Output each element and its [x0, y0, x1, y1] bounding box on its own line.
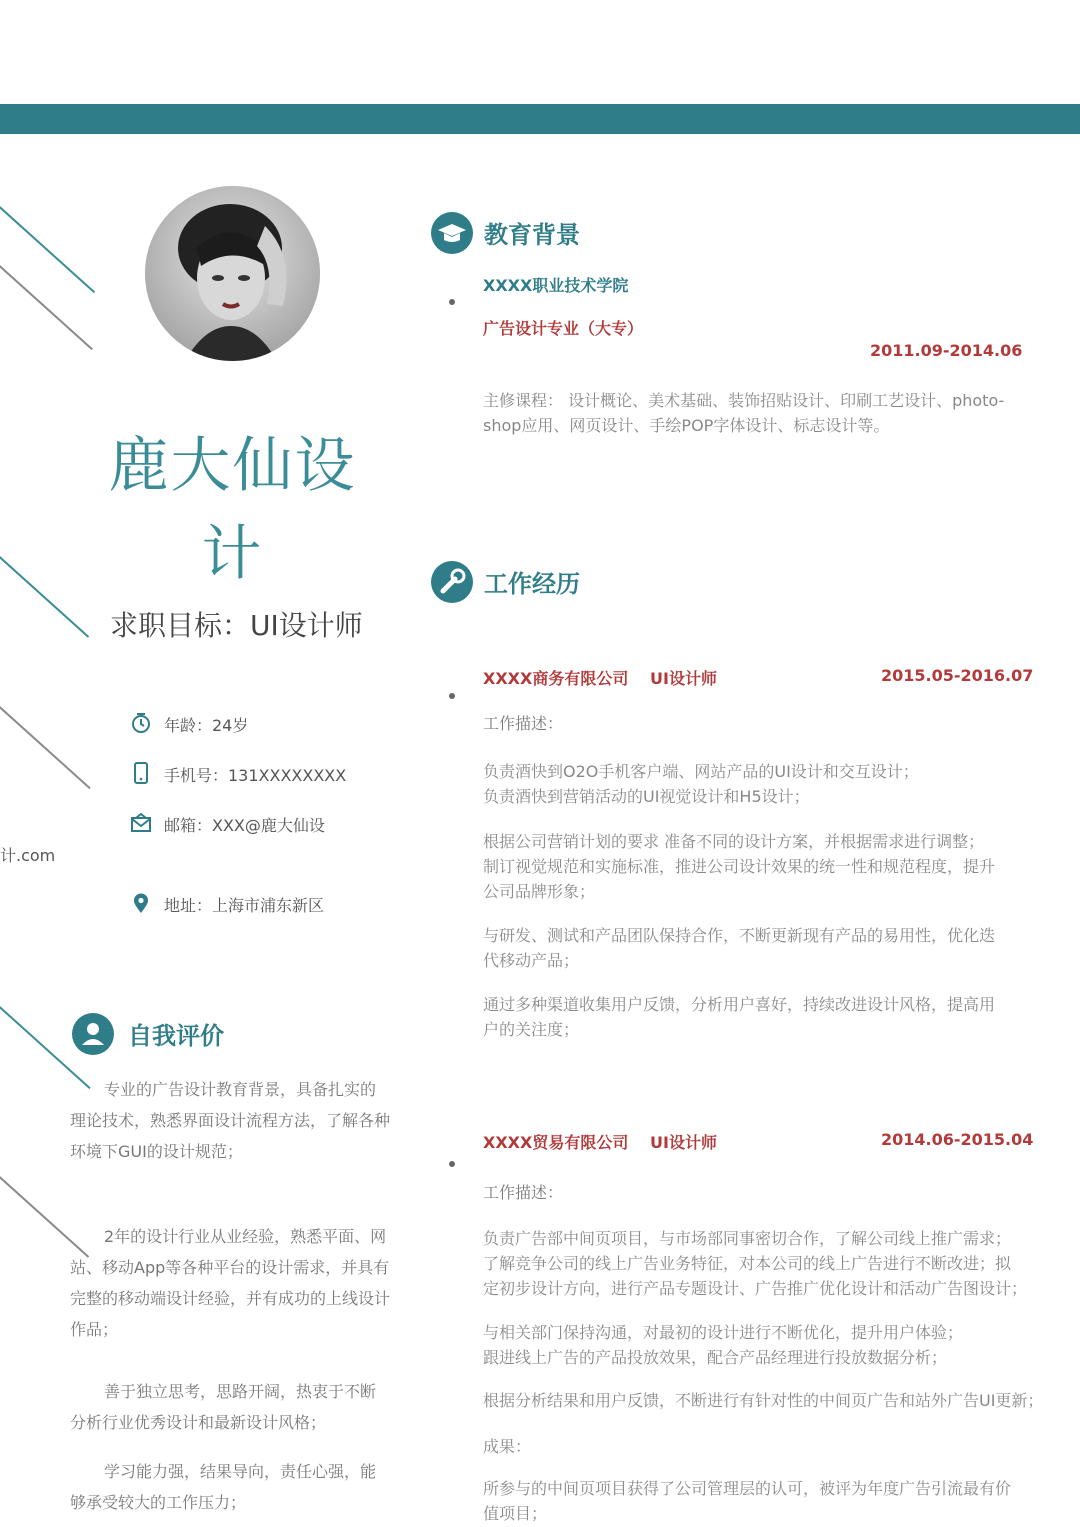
job-desc-label: 工作描述：: [483, 714, 564, 733]
email-tail-text: 计.com: [0, 846, 56, 865]
job-desc-item: 根据公司营销计划的要求 准备不同的设计方案，并根据需求进行调整； 制订视觉规范和实施标准，推进公司设计效果的统一性和规范程度，提升 公司品牌形象；: [483, 832, 996, 901]
job-desc-item: 负责广告部中间页项目，与市场部同事密切合作，了解公司线上推广需求； 了解竞争公司的线上广告业务特征，对本公司的线上广告进行不断改进；拟 定初步设计方向，进行产品专题设计、广告推广优化设计和活动广告图设计；: [483, 1229, 1028, 1298]
job-company: XXXX商务有限公司: [483, 669, 629, 688]
courses-text: 主修课程： 设计概论、美术基础、装饰招贴设计、印刷工艺设计、photo-shop应用、网页设计、手绘POP字体设计、标志设计等。: [483, 391, 1005, 435]
person-icon: [72, 1013, 114, 1055]
job-objective: 求职目标：UI设计师: [110, 609, 363, 642]
job-role: UI设计师: [650, 669, 717, 688]
bullet-dot: [449, 1161, 455, 1167]
phone-icon: [130, 762, 152, 784]
header-band: [0, 104, 1080, 134]
decor-line: [0, 556, 89, 638]
work-title: 工作经历: [484, 570, 580, 598]
wrench-icon: [431, 561, 473, 603]
school-name: XXXX职业技术学院: [483, 276, 629, 295]
job-result-label: 成果：: [483, 1437, 532, 1456]
graduation-cap-icon: [431, 212, 473, 254]
self-eval-paragraph: 2年的设计行业从业经验，熟悉平面、网站、移动App等各种平台的设计需求，并具有完整的移动端设计经验，并有成功的上线设计作品；: [70, 1227, 391, 1339]
avatar-photo: [145, 186, 320, 361]
job-desc-item: 与研发、测试和产品团队保持合作，不断更新现有产品的易用性，优化迭 代移动产品；: [483, 926, 996, 970]
location-pin-icon: [130, 892, 152, 914]
education-title: 教育背景: [484, 221, 580, 249]
bullet-dot: [449, 693, 455, 699]
phone-text: 手机号：131XXXXXXXX: [164, 766, 347, 785]
decor-line: [0, 706, 91, 789]
job-company: XXXX贸易有限公司: [483, 1133, 629, 1152]
job-desc-item: 通过多种渠道收集用户反馈，分析用户喜好，持续改进设计风格，提高用 户的关注度；: [483, 995, 996, 1039]
address-text: 地址：上海市浦东新区: [164, 896, 325, 915]
candidate-name: 鹿大仙设计: [108, 431, 357, 589]
self-eval-title: 自我评价: [128, 1022, 224, 1050]
job-desc-item: 根据分析结果和用户反馈，不断进行有针对性的中间页广告和站外广告UI更新；: [483, 1391, 1044, 1410]
job-result-text: 所参与的中间页项目获得了公司管理层的认可，被评为年度广告引流最有价 值项目；: [483, 1479, 1012, 1523]
bullet-dot: [449, 299, 455, 305]
education-period: 2011.09-2014.06: [870, 341, 1023, 360]
job-desc-item: 负责酒快到O2O手机客户端、网站产品的UI设计和交互设计； 负责酒快到营销活动的UI视觉设计和H5设计；: [483, 762, 919, 806]
job-period: 2015.05-2016.07: [881, 666, 1034, 685]
job-role: UI设计师: [650, 1133, 717, 1152]
mail-icon: [130, 812, 152, 834]
clock-icon: [130, 712, 152, 734]
email-text[interactable]: 邮箱：XXX@鹿大仙设: [164, 816, 325, 835]
job-desc-item: 与相关部门保持沟通，对最初的设计进行不断优化，提升用户体验； 跟进线上广告的产品投放效果，配合产品经理进行投放数据分析；: [483, 1323, 964, 1367]
major-name: 广告设计专业（大专）: [483, 319, 644, 338]
job-desc-label: 工作描述：: [483, 1183, 564, 1202]
job-period: 2014.06-2015.04: [881, 1130, 1034, 1149]
self-eval-paragraph: 专业的广告设计教育背景，具备扎实的理论技术，熟悉界面设计流程方法，了解各种环境下GUI的设计规范；: [70, 1080, 391, 1161]
self-eval-paragraph: 学习能力强，结果导向，责任心强，能够承受较大的工作压力；: [70, 1462, 377, 1512]
age-text: 年龄：24岁: [164, 716, 249, 735]
avatar: [145, 186, 320, 361]
self-eval-paragraph: 善于独立思考，思路开阔，热衷于不断分析行业优秀设计和最新设计风格；: [70, 1382, 377, 1432]
